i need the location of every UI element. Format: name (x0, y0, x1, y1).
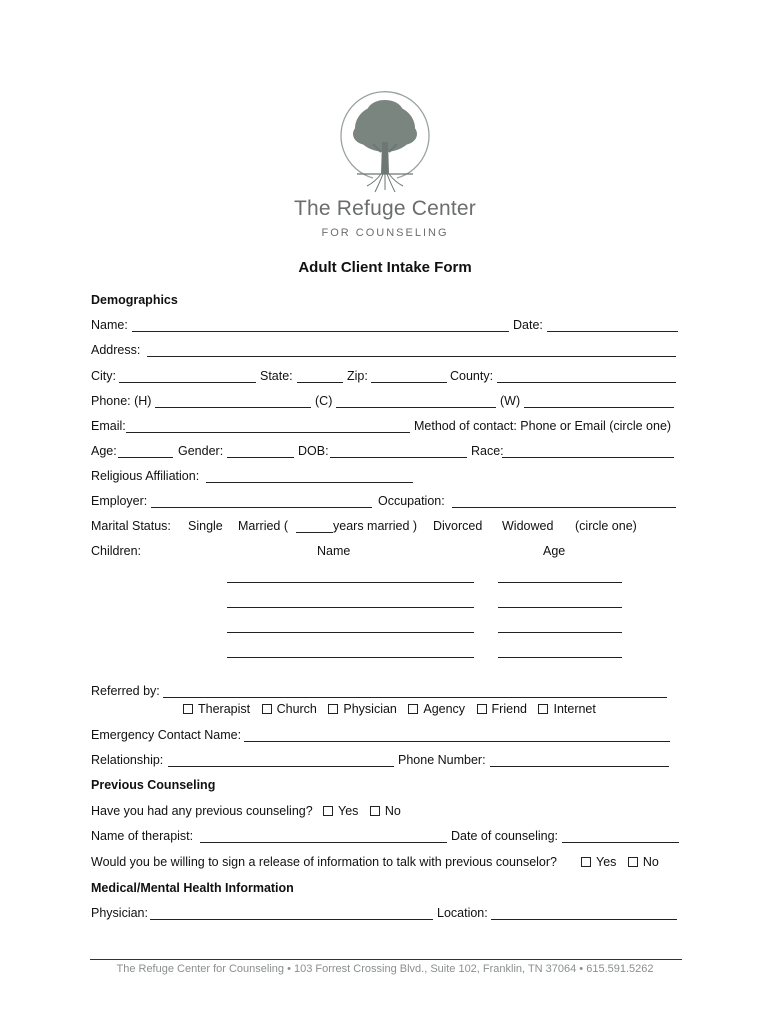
therapist-name-field[interactable] (200, 842, 447, 843)
checkbox[interactable] (328, 704, 338, 714)
demographics-heading: Demographics (91, 293, 178, 307)
state-label: State: (260, 369, 293, 383)
phone-number-field[interactable] (490, 766, 669, 767)
dob-label: DOB: (298, 444, 329, 458)
referral-option-therapist[interactable]: Therapist (183, 702, 250, 716)
zip-field[interactable] (371, 382, 447, 383)
release-options (581, 854, 659, 870)
org-subtitle: FOR COUNSELING (321, 227, 449, 239)
referral-options (183, 701, 604, 717)
name-field[interactable] (132, 331, 509, 332)
email-field[interactable] (126, 432, 410, 433)
checkbox[interactable] (538, 704, 548, 714)
occupation-field[interactable] (452, 507, 676, 508)
checkbox[interactable] (323, 806, 333, 816)
child-age-field[interactable] (498, 632, 622, 633)
relationship-label: Relationship: (91, 753, 164, 767)
children-age-header: Age (543, 544, 566, 558)
phone-work-field[interactable] (524, 407, 674, 408)
phone-home-field[interactable] (155, 407, 311, 408)
footer-address: The Refuge Center for Counseling • 103 Forrest Crossing Blvd., Suite 102, Franklin, TN 37064 • 615.591.5262 (116, 963, 654, 975)
previous-counseling-options (323, 803, 401, 819)
release-yes[interactable]: Yes (581, 855, 616, 869)
location-label: Location: (437, 906, 488, 920)
referred-by-field[interactable] (163, 697, 667, 698)
checkbox[interactable] (408, 704, 418, 714)
checkbox[interactable] (183, 704, 193, 714)
marital-status-label: Marital Status: (91, 519, 171, 533)
emergency-contact-field[interactable] (244, 741, 670, 742)
child-name-field[interactable] (227, 657, 474, 658)
date-label: Date: (513, 318, 543, 332)
referred-by-label: Referred by: (91, 684, 160, 698)
form-title: Adult Client Intake Form (298, 259, 472, 276)
checkbox[interactable] (262, 704, 272, 714)
religious-affiliation-label: Religious Affiliation: (91, 469, 200, 483)
phone-cell-label: (C) (315, 394, 333, 408)
child-age-field[interactable] (498, 607, 622, 608)
previous-counseling-no[interactable]: No (370, 804, 401, 818)
employer-label: Employer: (91, 494, 148, 508)
referral-option-church[interactable]: Church (262, 702, 317, 716)
race-field[interactable] (502, 457, 674, 458)
previous-counseling-yes[interactable]: Yes (323, 804, 358, 818)
county-label: County: (450, 369, 494, 383)
referral-option-agency[interactable]: Agency (408, 702, 465, 716)
child-age-field[interactable] (498, 582, 622, 583)
footer-divider (90, 959, 682, 960)
method-of-contact: Method of contact: Phone or Email (circle one) (414, 419, 672, 433)
email-label: Email: (91, 419, 126, 433)
date-field[interactable] (547, 331, 678, 332)
checkbox[interactable] (477, 704, 487, 714)
address-field[interactable] (147, 356, 676, 357)
release-question: Would you be willing to sign a release of information to talk with previous counselor? (91, 855, 557, 869)
dob-field[interactable] (330, 457, 467, 458)
medical-heading: Medical/Mental Health Information (91, 881, 294, 895)
occupation-label: Occupation: (378, 494, 445, 508)
gender-field[interactable] (227, 457, 294, 458)
date-of-counseling-label: Date of counseling: (451, 829, 559, 843)
zip-label: Zip: (347, 369, 368, 383)
city-label: City: (91, 369, 116, 383)
county-field[interactable] (497, 382, 676, 383)
children-label: Children: (91, 544, 142, 558)
previous-counseling-question: Have you had any previous counseling? (91, 804, 313, 818)
location-field[interactable] (491, 919, 677, 920)
marital-option-single[interactable]: Single (188, 519, 223, 533)
state-field[interactable] (297, 382, 343, 383)
marital-option-divorced[interactable]: Divorced (433, 519, 483, 533)
city-field[interactable] (119, 382, 256, 383)
race-label: Race: (471, 444, 504, 458)
release-no[interactable]: No (628, 855, 659, 869)
previous-counseling-heading: Previous Counseling (91, 778, 216, 792)
years-married-field[interactable] (296, 532, 333, 533)
marital-option-widowed[interactable]: Widowed (502, 519, 554, 533)
checkbox[interactable] (370, 806, 380, 816)
therapist-name-label: Name of therapist: (91, 829, 194, 843)
child-name-field[interactable] (227, 607, 474, 608)
physician-field[interactable] (150, 919, 433, 920)
child-name-field[interactable] (227, 582, 474, 583)
relationship-field[interactable] (168, 766, 394, 767)
employer-field[interactable] (151, 507, 372, 508)
checkbox[interactable] (581, 857, 591, 867)
child-name-field[interactable] (227, 632, 474, 633)
referral-option-physician[interactable]: Physician (328, 702, 397, 716)
circle-one-note: (circle one) (575, 519, 637, 533)
name-label: Name: (91, 318, 128, 332)
phone-work-label: (W) (500, 394, 521, 408)
gender-label: Gender: (178, 444, 224, 458)
emergency-contact-label: Emergency Contact Name: (91, 728, 242, 742)
tree-logo-icon (335, 82, 435, 194)
org-name: The Refuge Center (293, 197, 476, 220)
age-field[interactable] (118, 457, 173, 458)
children-name-header: Name (317, 544, 351, 558)
phone-number-label: Phone Number: (398, 753, 486, 767)
marital-option-married[interactable]: Married ( (238, 519, 289, 533)
physician-label: Physician: (91, 906, 148, 920)
checkbox[interactable] (628, 857, 638, 867)
phone-cell-field[interactable] (336, 407, 496, 408)
religious-affiliation-field[interactable] (206, 482, 413, 483)
phone-home-label: Phone: (H) (91, 394, 152, 408)
referral-option-friend[interactable]: Friend (477, 702, 527, 716)
years-married-label: years married ) (333, 519, 418, 533)
age-label: Age: (91, 444, 117, 458)
address-label: Address: (91, 343, 141, 357)
date-of-counseling-field[interactable] (562, 842, 679, 843)
child-age-field[interactable] (498, 657, 622, 658)
referral-option-internet[interactable]: Internet (538, 702, 595, 716)
